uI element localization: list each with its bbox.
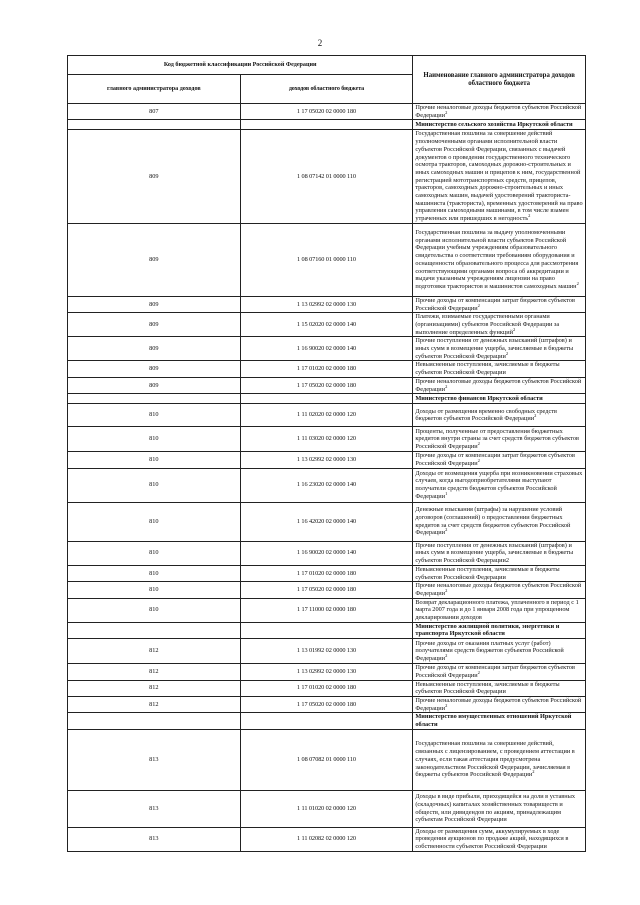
revenue-description-cell — [413, 468, 586, 502]
administrator-code: 810 — [68, 404, 241, 427]
revenue-description-cell — [413, 296, 586, 312]
revenue-description: Прочие доходы от компенсации затрат бюджетов субъектов Российской Федерации — [415, 452, 575, 467]
revenue-description-cell — [413, 377, 586, 393]
revenue-code: 1 08 07142 01 0000 110 — [240, 130, 413, 223]
revenue-description-cell — [413, 639, 586, 664]
revenue-description-cell — [413, 104, 586, 120]
revenue-description-cell — [413, 452, 586, 468]
table-row — [68, 104, 586, 120]
revenue-description-cell — [413, 827, 586, 851]
footnote-marker: 2 — [445, 587, 448, 593]
revenue-code: 1 17 05020 02 0000 180 — [240, 582, 413, 598]
table-row — [68, 377, 586, 393]
revenue-description-cell — [413, 404, 586, 427]
table-row — [68, 565, 586, 581]
administrator-code: 809 — [68, 130, 241, 223]
revenue-description: Прочие доходы от оказания платных услуг (работ) получателями средств бюджетов субъектов Российской Федерации — [415, 639, 564, 662]
header-administrator-name: Наименование главного администратора доходов областного бюджета — [413, 56, 586, 104]
revenue-description: Государственная пошлина за совершение действий, связанных с лицензированием, с проведением аттестации в случаях, если такая аттестация предусмотрена законодательством Российской Федерации, зачисляемая в бюджеты субъектов Российской Федерации — [415, 740, 575, 779]
revenue-code: 1 08 07160 01 0000 110 — [240, 223, 413, 296]
table-row — [68, 452, 586, 468]
revenue-description-cell — [413, 729, 586, 790]
revenue-description-cell — [413, 223, 586, 296]
revenue-code: 1 11 03020 02 0000 120 — [240, 427, 413, 452]
revenue-description-cell — [413, 361, 586, 377]
administrator-code: 809 — [68, 361, 241, 377]
table-row — [68, 541, 586, 565]
ministry-name: Министерство сельского хозяйства Иркутской области — [413, 120, 586, 130]
table-row — [68, 582, 586, 598]
table-row — [68, 468, 586, 502]
revenue-description: Прочие поступления от денежных взысканий (штрафов) и иных сумм в возмещение ущерба, зачисляемые в бюджеты субъектов Российской Федерации — [415, 337, 574, 360]
ministry-heading-row — [68, 622, 586, 638]
footnote-marker: 2 — [505, 350, 509, 356]
revenue-description-cell — [413, 565, 586, 581]
empty-cell — [240, 394, 413, 404]
administrator-code: 810 — [68, 541, 241, 565]
revenue-description: Платежи, взимаемые государственными органами (организациями) субъектов Российской Федерации за выполнение определенных функций — [415, 313, 560, 336]
revenue-description: Прочие неналоговые доходы бюджетов субъектов Российской Федерации — [415, 104, 582, 119]
revenue-description: Прочие неналоговые доходы бюджетов субъектов Российской Федерации — [415, 582, 582, 597]
revenue-code: 1 17 01020 02 0000 180 — [240, 565, 413, 581]
footnote-marker: 2 — [528, 213, 531, 219]
administrator-code: 810 — [68, 452, 241, 468]
page-number: 2 — [317, 38, 323, 48]
footnote-marker: 2 — [445, 383, 448, 389]
footnote-marker: 2 — [445, 109, 448, 115]
revenue-description-cell — [413, 313, 586, 337]
revenue-description-cell — [413, 502, 586, 541]
administrator-code: 809 — [68, 223, 241, 296]
revenue-code: 1 11 01020 02 0000 120 — [240, 790, 413, 827]
revenue-code: 1 16 42020 02 0000 140 — [240, 502, 413, 541]
revenue-description-cell — [413, 680, 586, 696]
revenue-description: Проценты, полученные от предоставления бюджетных кредитов внутри страны за счет средств бюджетов субъектов Российской Федерации — [415, 427, 579, 451]
revenue-description: Прочие неналоговые доходы бюджетов субъектов Российской Федерации — [415, 377, 582, 393]
revenue-description: Доходы от размещения сумм, аккумулируемых в ходе проведения аукционов по продаже акций, находящихся в собственности субъектов Российской Федерации — [415, 827, 569, 851]
footnote-marker: 2 — [477, 441, 480, 447]
revenue-description-cell — [413, 664, 586, 680]
revenue-code: 1 16 23020 02 0000 140 — [240, 468, 413, 502]
revenue-code: 1 13 02992 02 0000 130 — [240, 664, 413, 680]
table-row — [68, 598, 586, 622]
table-row — [68, 696, 586, 712]
table-row — [68, 729, 586, 790]
header-regional-revenue: доходов областного бюджета — [240, 75, 413, 104]
administrator-code: 812 — [68, 696, 241, 712]
table-row — [68, 680, 586, 696]
revenue-code: 1 13 02992 02 0000 130 — [240, 452, 413, 468]
revenue-code: 1 13 01992 02 0000 130 — [240, 639, 413, 664]
revenue-description: Доходы от размещения временно свободных средств бюджетов субъектов Российской Федерации — [415, 407, 557, 423]
administrator-code: 810 — [68, 565, 241, 581]
ministry-heading-row — [68, 394, 586, 404]
revenue-description-cell — [413, 337, 586, 361]
revenue-code: 1 11 02082 02 0000 120 — [240, 827, 413, 851]
table-row — [68, 313, 586, 337]
revenue-code: 1 17 01020 02 0000 180 — [240, 361, 413, 377]
empty-cell — [68, 394, 241, 404]
ministry-heading-row — [68, 120, 586, 130]
administrator-code: 809 — [68, 296, 241, 312]
footnote-marker: 2 — [477, 457, 480, 463]
table-row — [68, 361, 586, 377]
revenue-description: Доходы от возмещения ущерба при возникновении страховых случаев, когда выгодоприобретателями выступают получатели средств бюджетов субъектов Российской Федерации — [415, 469, 583, 500]
footnote-marker: 2 — [534, 413, 537, 419]
ministry-name: Министерство имущественных отношений Иркутской области — [413, 713, 586, 729]
administrator-code: 809 — [68, 313, 241, 337]
administrator-code: 812 — [68, 664, 241, 680]
administrator-code: 810 — [68, 598, 241, 622]
table-row — [68, 790, 586, 827]
revenue-code: 1 13 02992 02 0000 130 — [240, 296, 413, 312]
table-row — [68, 296, 586, 312]
ministry-name: Министерство финансов Иркутской области — [413, 394, 586, 404]
footnote-marker: 1 — [445, 490, 448, 496]
administrator-code: 810 — [68, 427, 241, 452]
revenue-description: Прочие неналоговые доходы бюджетов субъектов Российской Федерации — [415, 696, 582, 712]
revenue-administrators-table — [67, 55, 586, 852]
administrator-code: 812 — [68, 680, 241, 696]
revenue-description-cell — [413, 696, 586, 712]
revenue-code: 1 17 05020 02 0000 180 — [240, 377, 413, 393]
revenue-description: Возврат декларационного платежа, уплаченного в период с 1 марта 2007 года и до 1 января 2008 года при упрощенном декларировании доходов — [415, 598, 579, 622]
ministry-name: Министерство жилищной политики, энергетики и транспорта Иркутской области — [413, 622, 586, 638]
revenue-description-cell — [413, 427, 586, 452]
footnote-marker: 2 — [513, 326, 516, 332]
administrator-code: 813 — [68, 827, 241, 851]
empty-cell — [240, 120, 413, 130]
revenue-description: Невыясненные поступления, зачисляемые в бюджеты субъектов Российской Федерации — [415, 361, 560, 377]
administrator-code: 809 — [68, 337, 241, 361]
table-row — [68, 337, 586, 361]
administrator-code: 807 — [68, 104, 241, 120]
revenue-description: Прочие доходы от компенсации затрат бюджетов субъектов Российской Федерации — [415, 664, 575, 679]
footnote-marker: 2 — [477, 302, 480, 308]
header-bk-code-group: Код бюджетной классификации Российской Федерации — [68, 56, 413, 75]
footnote-marker: 2 — [576, 280, 579, 286]
administrator-code: 812 — [68, 639, 241, 664]
administrator-code: 809 — [68, 377, 241, 393]
revenue-description: Невыясненные поступления, зачисляемые в бюджеты субъектов Российской Федерации — [415, 680, 560, 696]
footnote-marker: 2 — [445, 702, 448, 708]
revenue-code: 1 15 02020 02 0000 140 — [240, 313, 413, 337]
ministry-heading-row — [68, 713, 586, 729]
table-body — [68, 104, 586, 852]
empty-cell — [68, 120, 241, 130]
empty-cell — [68, 622, 241, 638]
administrator-code: 813 — [68, 790, 241, 827]
revenue-code: 1 17 01020 02 0000 180 — [240, 680, 413, 696]
table-row — [68, 130, 586, 223]
revenue-description-cell — [413, 582, 586, 598]
administrator-code: 813 — [68, 729, 241, 790]
footnote-marker: 2 — [532, 769, 535, 775]
table-row — [68, 639, 586, 664]
footnote-marker: 2 — [445, 527, 448, 533]
table-row — [68, 502, 586, 541]
revenue-code: 1 11 02020 02 0000 120 — [240, 404, 413, 427]
administrator-code: 810 — [68, 502, 241, 541]
empty-cell — [68, 713, 241, 729]
revenue-code: 1 16 90020 02 0000 140 — [240, 337, 413, 361]
footnote-marker: 2 — [445, 652, 448, 658]
revenue-description: Прочие доходы от компенсации затрат бюджетов субъектов Российской Федерации — [415, 296, 575, 312]
revenue-description: Доходы в виде прибыли, приходящейся на доли в уставных (складочных) капиталах хозяйственных товариществ и обществ, или дивидендов по акциям, принадлежащим субъектам Российской Федерации — [415, 793, 576, 824]
table-row — [68, 404, 586, 427]
empty-cell — [240, 713, 413, 729]
revenue-code: 1 17 05020 02 0000 180 — [240, 696, 413, 712]
revenue-description-cell — [413, 598, 586, 622]
administrator-code: 810 — [68, 468, 241, 502]
empty-cell — [240, 622, 413, 638]
revenue-code: 1 16 90020 02 0000 140 — [240, 541, 413, 565]
footnote-marker: 2 — [477, 669, 480, 675]
revenue-description-cell — [413, 541, 586, 565]
table-row — [68, 664, 586, 680]
revenue-description: Прочие поступления от денежных взысканий (штрафов) и иных сумм в возмещение ущерба, зачисляемые в бюджеты субъектов Российской Федерации2 — [415, 541, 574, 565]
revenue-code: 1 17 11000 02 0000 180 — [240, 598, 413, 622]
revenue-description: Невыясненные поступления, зачисляемые в бюджеты субъектов Российской Федерации — [415, 565, 560, 581]
revenue-description: Денежные взыскания (штрафы) за нарушение условий договоров (соглашений) о предоставлении бюджетных кредитов за счет средств бюджетов субъектов Российской Федерации — [415, 506, 571, 537]
revenue-description-cell — [413, 790, 586, 827]
table-row — [68, 427, 586, 452]
table-row — [68, 223, 586, 296]
revenue-description: Государственная пошлина за выдачу уполномоченными органами исполнительной власти субъектов Российской Федерации учебным учреждениям образовательного свидетельства о соответствии требованиям оборудования и оснащенности образовательного процесса для рассмотрения соответствующими органами вопроса об аккредитации и выдачи указанным учреждениям лицензии на право подготовки трактористов и машинистов самоходных машин — [415, 229, 579, 290]
revenue-code: 1 08 07082 01 0000 110 — [240, 729, 413, 790]
administrator-code: 810 — [68, 582, 241, 598]
table-row — [68, 827, 586, 851]
header-main-administrator: главного администратора доходов — [68, 75, 241, 104]
table-header-row-1 — [68, 56, 586, 75]
revenue-description: Государственная пошлина за совершение действий уполномоченными органами исполнительной власти субъектов Российской Федерации, связанных с выдачей документов о проведении государственного технического осмотра тракторов, самоходных дорожно-строительных и иных самоходных машин и прицепов к ним, государственной регистрацией мототранспортных средств, прицепов, тракторов, самоходных дорожно-строительных и иных самоходных машин, выдачей удостоверений тракториста-машиниста (тракториста), временных удостоверений на право управления самоходными машинами, в том числе взамен утраченных или пришедших в негодность — [415, 130, 583, 223]
revenue-description-cell — [413, 130, 586, 223]
revenue-code: 1 17 05020 02 0000 180 — [240, 104, 413, 120]
